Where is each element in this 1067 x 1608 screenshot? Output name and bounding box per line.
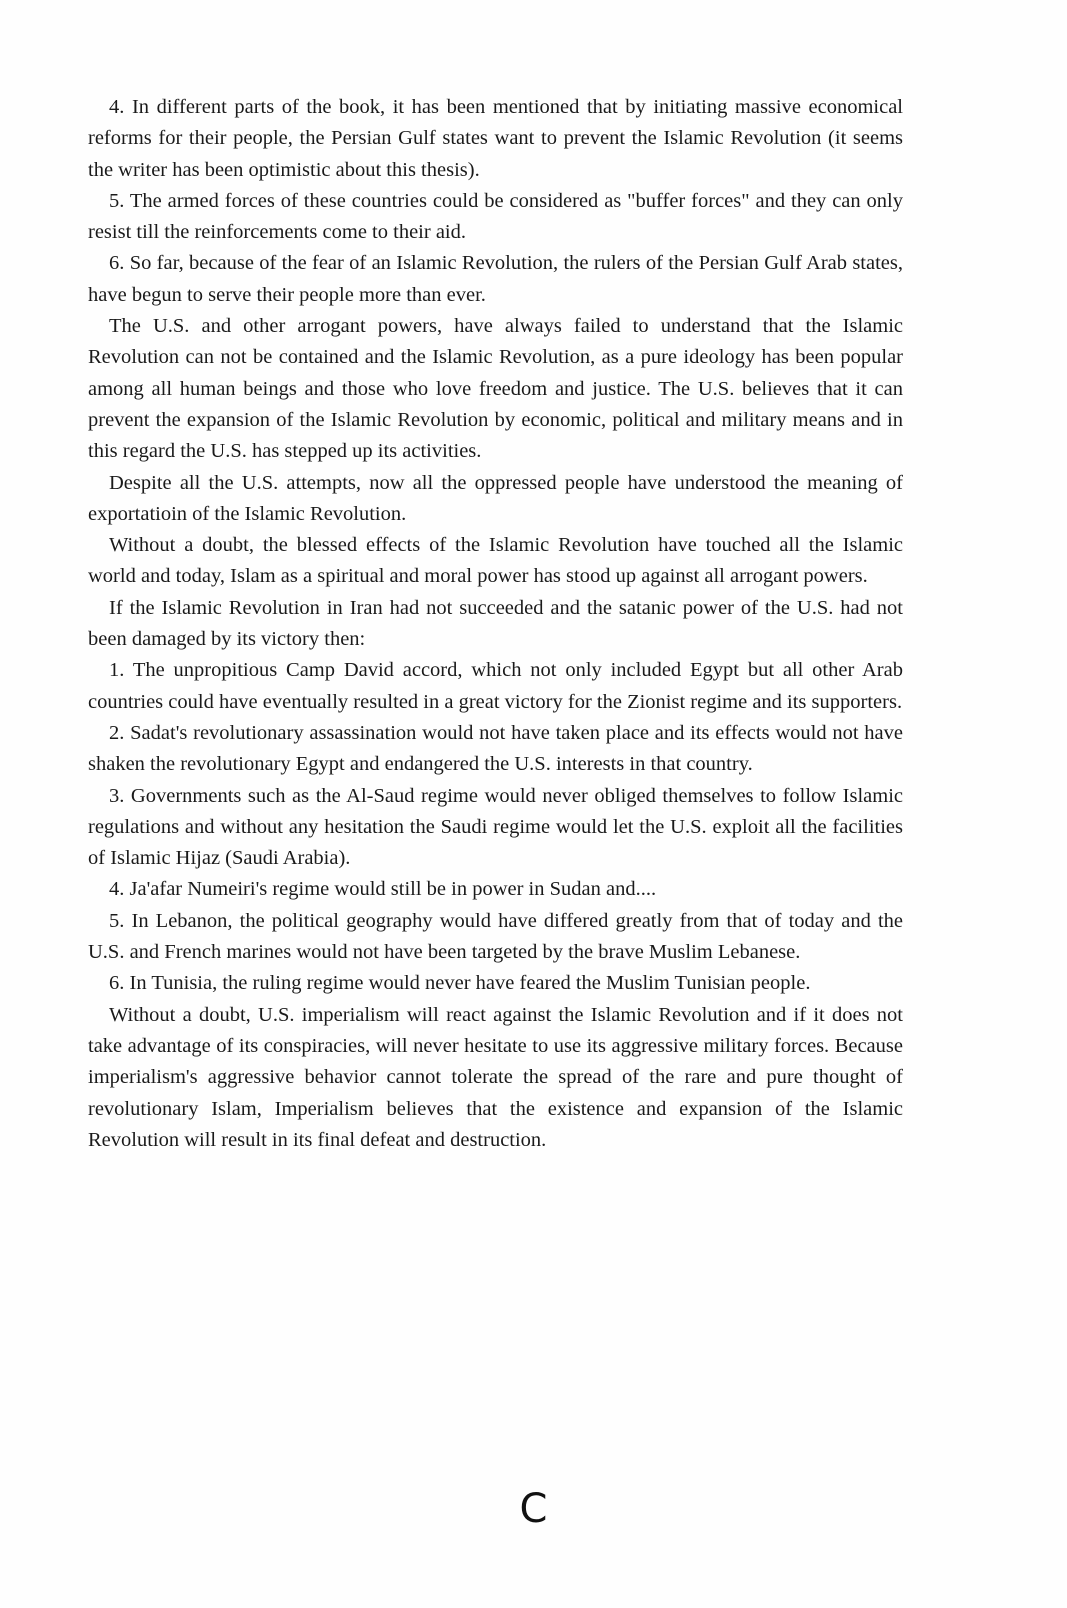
page-mark: C — [519, 1486, 548, 1532]
paragraph-list-item-6-tunisia: 6. In Tunisia, the ruling regime would never have feared the Muslim Tunisian people. — [109, 972, 811, 995]
paragraph-us-arrogant-powers: The U.S. and other arrogant powers, have always failed to understand that the Islamic Revolution can not be contained and the Islamic Revolution, as a pure ideology has been popular among all human beings and those who love freedom and justice. The U.S. believes that it can prevent the expansion of the Islamic Revolution by economic, political and military means and in this regard the U.S. has stepped up its activities. — [88, 315, 903, 463]
paragraph-list-item-4-reforms: 4. In different parts of the book, it has been mentioned that by initiating massive economical reforms for their people, the Persian Gulf states want to prevent the Islamic Revolution (it seems the writer has been optimistic about this thesis). — [88, 96, 903, 181]
paragraph-us-attempts: Despite all the U.S. attempts, now all the oppressed people have understood the meaning of exportatioin of the Islamic Revolution. — [88, 471, 903, 525]
paragraph-if-not-succeeded: If the Islamic Revolution in Iran had not succeeded and the satanic power of the U.S. had not been damaged by its victory then: — [88, 596, 903, 651]
paragraph-list-item-5-armed-forces: 5. The armed forces of these countries could be considered as "buffer forces" and they can only resist till the reinforcements come to their aid. — [88, 189, 903, 244]
paragraph-blessed-effects: Without a doubt, the blessed effects of the Islamic Revolution have touched all the Islamic world and today, Islam as a spiritual and moral power has stood up against all arrogant powers. — [88, 534, 903, 588]
paragraph-list-item-1-camp-david: 1. The unpropitious Camp David accord, which not only included Egypt but all other Arab countries could have eventually resulted in a great victory for the Zionist regime and its supporters. — [88, 659, 903, 713]
paragraph-list-item-6-rulers: 6. So far, because of the fear of an Islamic Revolution, the rulers of the Persian Gulf Arab states, have begun to serve their people more than ever. — [88, 252, 903, 306]
body-text — [88, 92, 903, 1156]
paragraph-list-item-2-sadat: 2. Sadat's revolutionary assassination would not have taken place and its effects would not have shaken the revolutionary Egypt and endangered the U.S. interests in that country. — [88, 721, 903, 776]
paragraph-list-item-3-al-saud: 3. Governments such as the Al-Saud regime would never obliged themselves to follow Islamic regulations and without any hesitation the Saudi regime would let the U.S. exploit all the facilities of Islamic Hijaz (Saudi Arabia). — [88, 784, 903, 870]
paragraph-list-item-5-lebanon: 5. In Lebanon, the political geography would have differed greatly from that of today and the U.S. and French marines would not have been targeted by the brave Muslim Lebanese. — [88, 909, 903, 964]
paragraph-list-item-4-numeiri: 4. Ja'afar Numeiri's regime would still be in power in Sudan and.... — [109, 878, 657, 901]
paragraph-us-imperialism: Without a doubt, U.S. imperialism will react against the Islamic Revolution and if it does not take advantage of its conspiracies, will never hesitate to use its aggressive military forces. Because imperialism's aggressive behavior cannot tolerate the spread of the rare and pure thought of revolutionary Islam, Imperialism believes that the existence and expansion of the Islamic Revolution will result in its final defeat and destruction. — [88, 1003, 903, 1151]
